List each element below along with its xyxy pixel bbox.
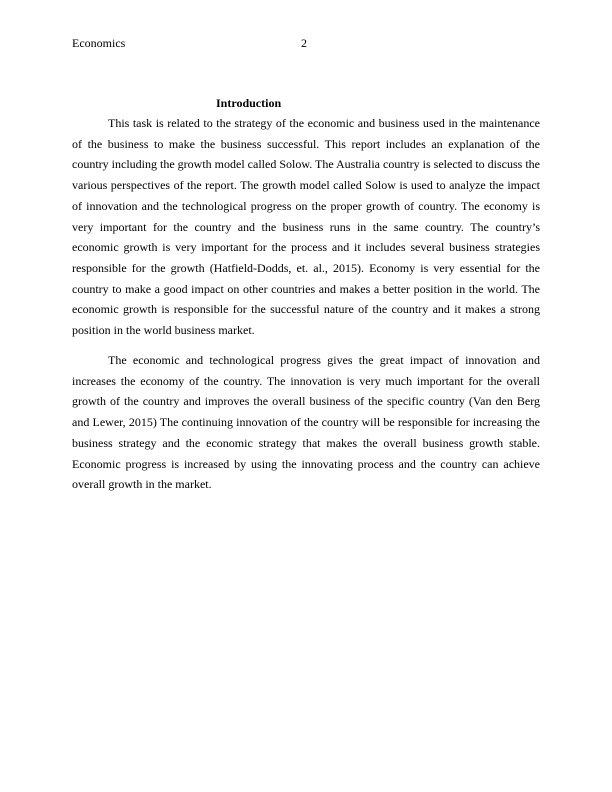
page-number: 2: [301, 36, 307, 50]
paragraph: [72, 113, 540, 341]
running-header-title: Economics: [72, 36, 126, 50]
section-heading: Introduction: [216, 96, 282, 110]
paragraph-text: The economic and technological progress gives the great impact of innovation and increases the economy of the country. The innovation is very much important for the overall growth of the country and improves the overall business of the specific country (Van den Berg and Lewer, 2015) The continuing innovation of the country will be responsible for increasing the business strategy and the economic strategy that makes the overall business growth stable. Economic progress is increased by using the innovating process and the country can achieve overall growth in the market.: [72, 353, 540, 492]
paragraph-text: This task is related to the strategy of the economic and business used in the maintenance of the business to make the business successful. This report includes an explanation of the country including the growth model called Solow. The Australia country is selected to discuss the various perspectives of the report. The growth model called Solow is used to analyze the impact of innovation and the technological progress on the proper growth of country. The economy is very important for the country and the business runs in the same country. The country’s economic growth is very important for the process and it includes several business strategies responsible for the growth (Hatfield-Dodds, et. al., 2015). Economy is very essential for the country to make a good impact on other countries and makes a better position in the world. The economic growth is responsible for the successful nature of the country and it makes a strong position in the world business market.: [72, 116, 540, 338]
paragraph: [72, 350, 540, 495]
